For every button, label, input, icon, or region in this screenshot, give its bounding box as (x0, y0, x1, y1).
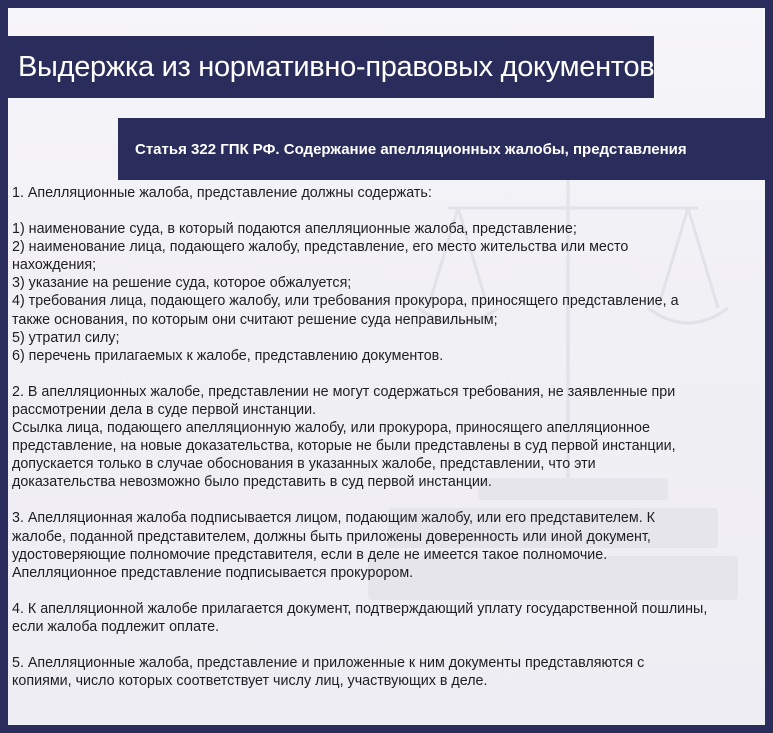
text-line: жалобе, поданной представителем, должны быть приложены доверенность или иной документ, (12, 528, 651, 545)
page-title: Выдержка из нормативно-правовых документов (18, 50, 655, 83)
text-line: нахождения; (12, 257, 97, 274)
paragraph-gap (12, 582, 747, 600)
text-line: также основания, по которым они считают решение суда неправильным; (12, 311, 498, 328)
text-line: представление, на новые доказательства, которые не были представлены в суд первой инстанции, (12, 438, 676, 455)
paragraph-gap (12, 202, 747, 220)
text-line: 5. Апелляционные жалоба, представление и приложенные к ним документы представляются с (12, 654, 645, 671)
text-line: допускается только в случае обоснования в указанных жалобе, представлении, что эти (12, 456, 596, 473)
text-line: Ссылка лица, подающего апелляционную жалобу, или прокурора, приносящего апелляционное (12, 420, 650, 437)
article-heading: Статья 322 ГПК РФ. Содержание апелляционных жалобы, представления (135, 140, 687, 158)
text-line: 2) наименование лица, подающего жалобу, представление, его место жительства или место (12, 239, 629, 256)
title-banner (8, 36, 654, 98)
text-line: если жалоба подлежит оплате. (12, 618, 220, 635)
text-line: 4) требования лица, подающего жалобу, или требования прокурора, приносящего представление, а (12, 293, 679, 310)
text-line: 3. Апелляционная жалоба подписывается лицом, подающим жалобу, или его представителем. К (12, 510, 655, 527)
content-panel (8, 8, 765, 725)
text-line: копиями, число которых соответствует числу лиц, участвующих в деле. (12, 673, 488, 690)
text-line: 1) наименование суда, в который подаются апелляционные жалоба, представление; (12, 221, 577, 238)
text-line: Апелляционное представление подписывается прокурором. (12, 564, 414, 581)
text-line: 1. Апелляционные жалоба, представление должны содержать: (12, 185, 432, 201)
text-line: 6) перечень прилагаемых к жалобе, представлению документов. (12, 347, 444, 364)
paragraph-gap (12, 365, 747, 383)
text-line: 5) утратил силу; (12, 329, 120, 346)
article-banner (118, 118, 765, 180)
text-line: 2. В апелляционных жалобе, представлении не могут содержаться требования, не заявленные при (12, 383, 676, 400)
paragraph-gap (12, 636, 747, 654)
text-line: 3) указание на решение суда, которое обжалуется; (12, 275, 352, 292)
paragraph-gap (12, 491, 747, 509)
text-line: удостоверяющие полномочие представителя, если в деле не имеется такое полномочие. (12, 546, 608, 563)
text-line: доказательства невозможно было представить в суд первой инстанции. (12, 474, 492, 491)
text-line: 4. К апелляционной жалобе прилагается документ, подтверждающий уплату государственной пошлины, (12, 600, 708, 617)
article-body (12, 184, 747, 690)
text-line: рассмотрении дела в суде первой инстанции. (12, 401, 317, 418)
